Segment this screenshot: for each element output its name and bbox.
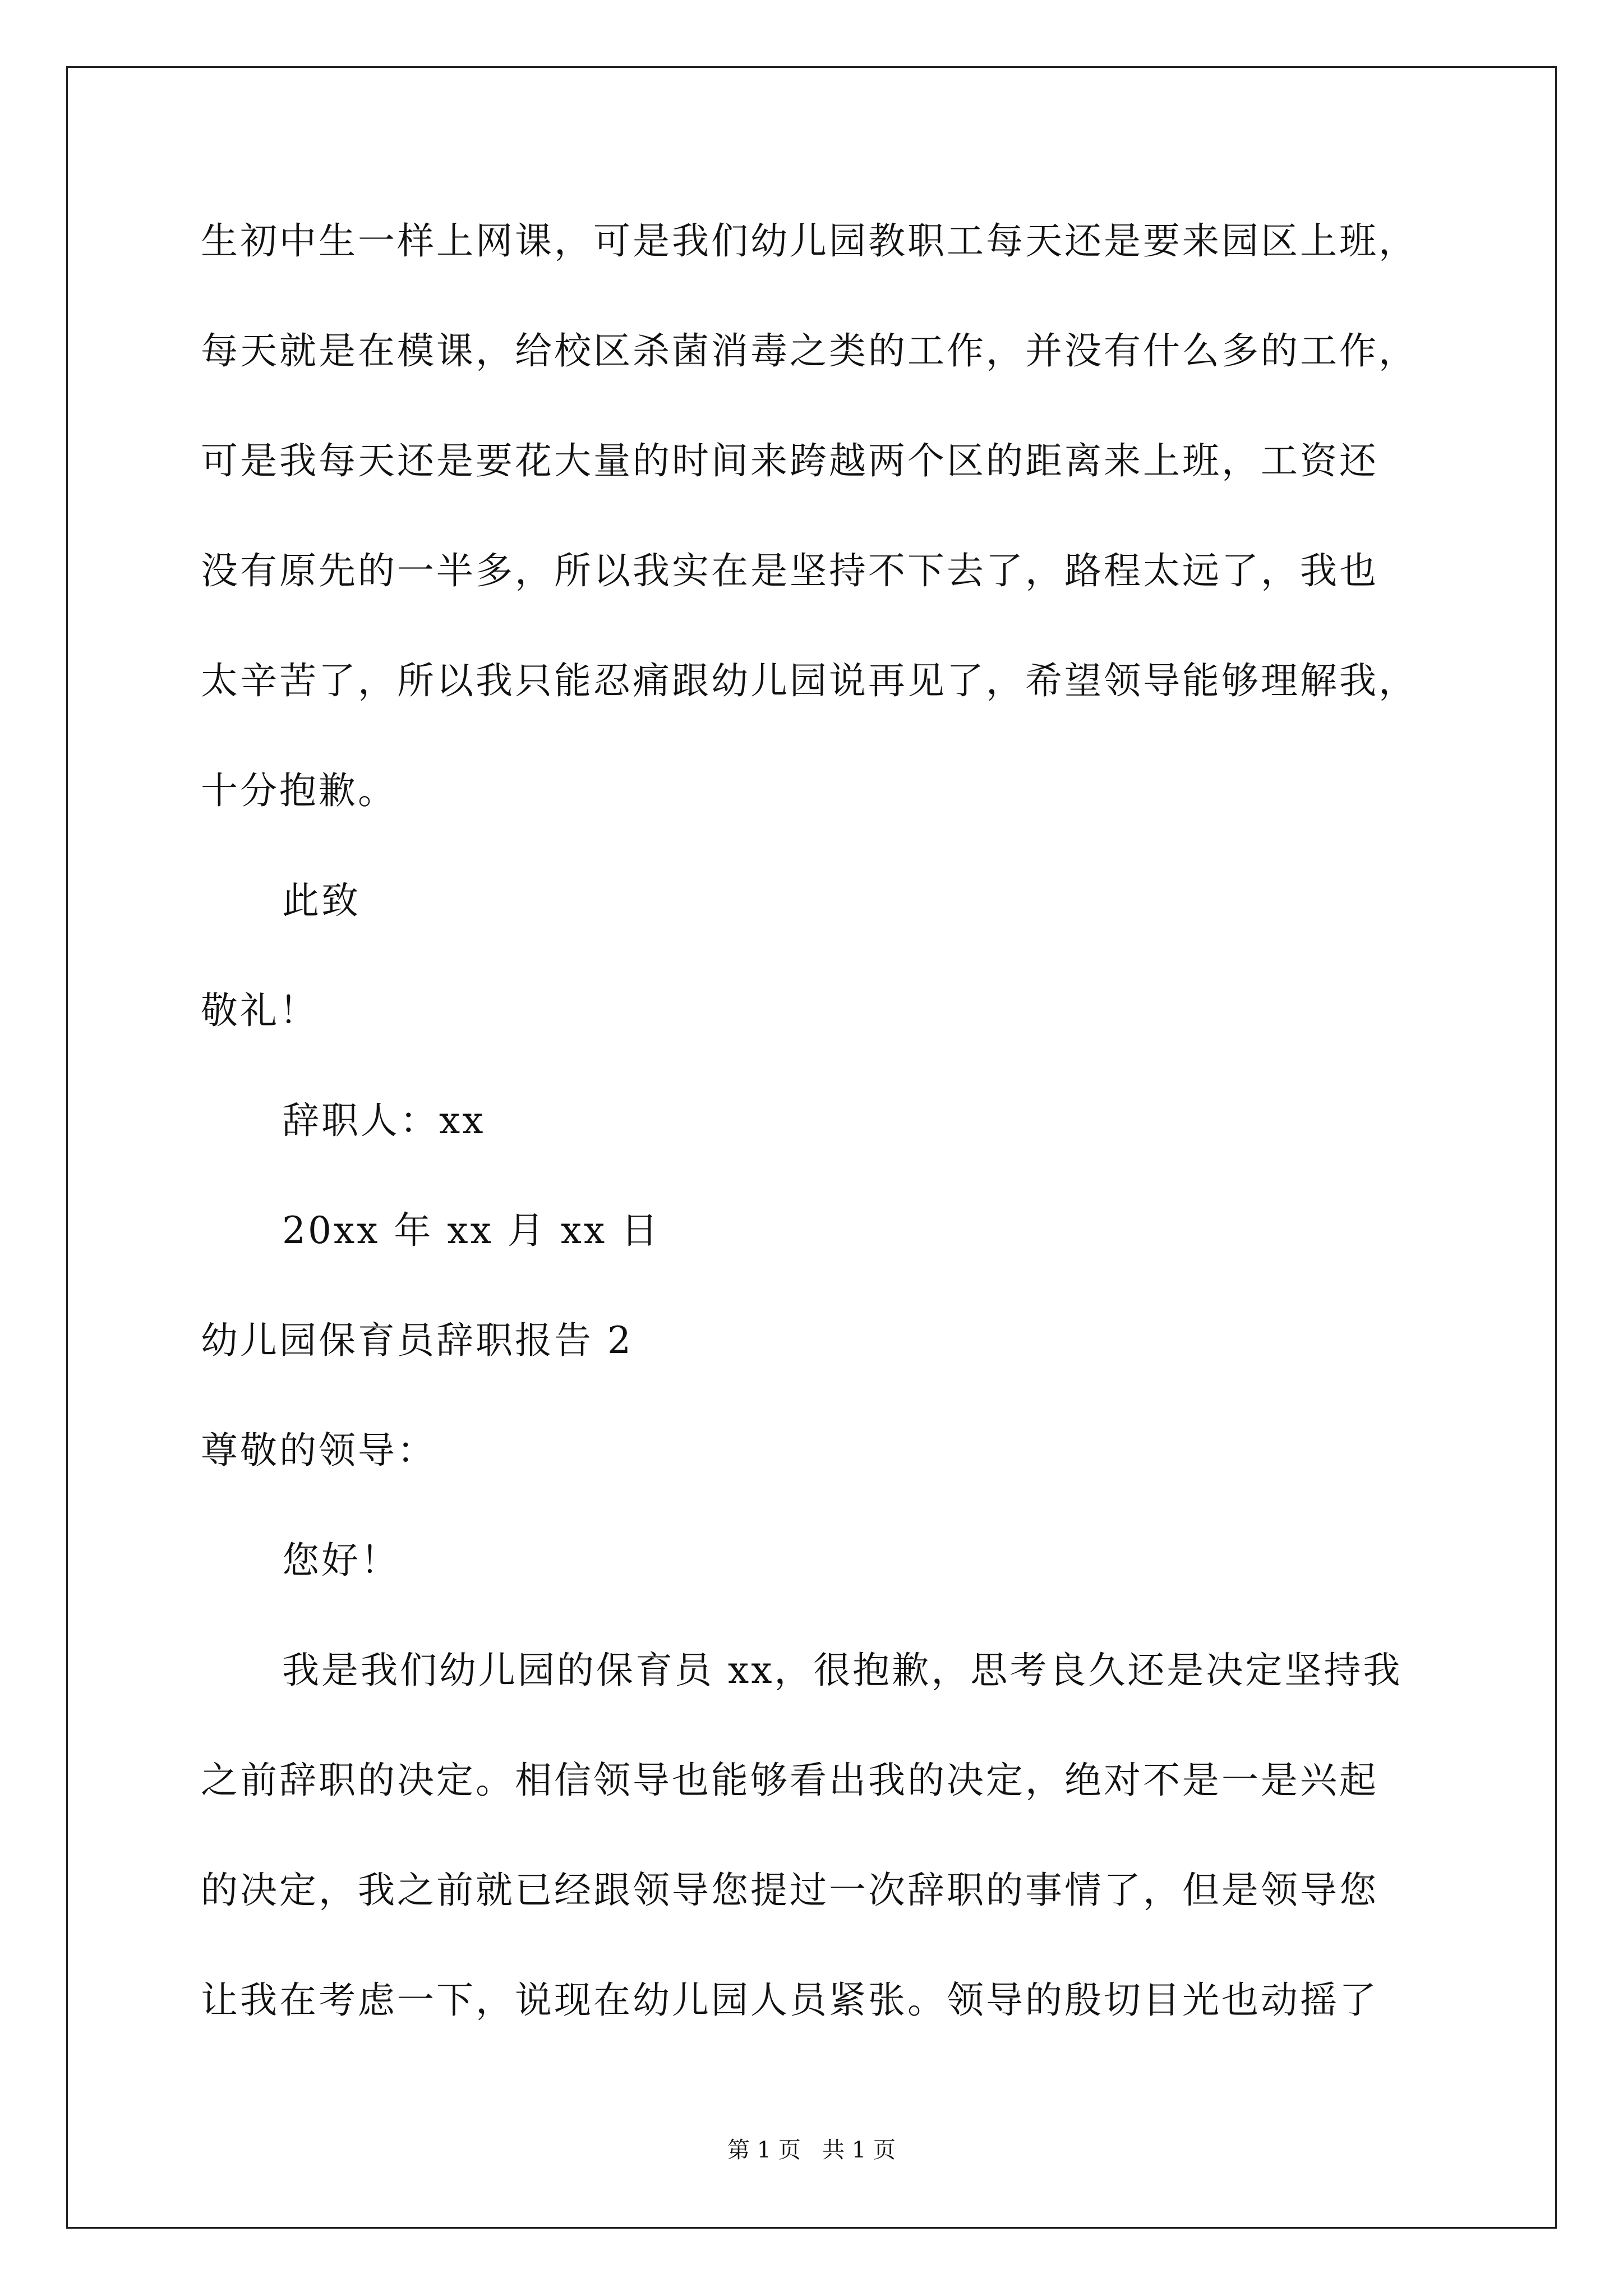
body-line: 的决定，我之前就已经跟领导您提过一次辞职的事情了，但是领导您 (201, 1869, 1378, 1912)
body-line: 生初中生一样上网课，可是我们幼儿园教职工每天还是要来园区上班， (201, 219, 1418, 263)
greeting-line: 尊敬的领导： (201, 1429, 436, 1472)
body-line: 没有原先的一半多，所以我实在是坚持不下去了，路程太远了，我也 (201, 549, 1378, 592)
page-number-footer: 第 1 页 共 1 页 (727, 2137, 896, 2163)
body-line: 让我在考虑一下，说现在幼儿园人员紧张。领导的殷切目光也动摇了 (201, 1978, 1378, 2022)
body-line: 我是我们幼儿园的保育员 xx，很抱歉，思考良久还是决定坚持我 (282, 1649, 1403, 1692)
closing-salutation: 此致 (282, 879, 361, 922)
body-line: 之前辞职的决定。相信领导也能够看出我的决定，绝对不是一是兴起 (201, 1759, 1378, 1802)
body-line: 可是我每天还是要花大量的时间来跨越两个区的距离来上班，工资还 (201, 439, 1378, 482)
section-title: 幼儿园保育员辞职报告 2 (201, 1319, 633, 1362)
body-line: 每天就是在模课，给校区杀菌消毒之类的工作，并没有什么多的工作， (201, 329, 1418, 372)
date-line: 20xx 年 xx 月 xx 日 (282, 1209, 661, 1252)
greeting-hello: 您好！ (282, 1539, 400, 1582)
body-line: 太辛苦了，所以我只能忍痛跟幼儿园说再见了，希望领导能够理解我， (201, 659, 1418, 702)
closing-regards: 敬礼！ (201, 989, 319, 1032)
signature-line: 辞职人：xx (282, 1099, 486, 1142)
body-line: 十分抱歉。 (201, 769, 397, 812)
